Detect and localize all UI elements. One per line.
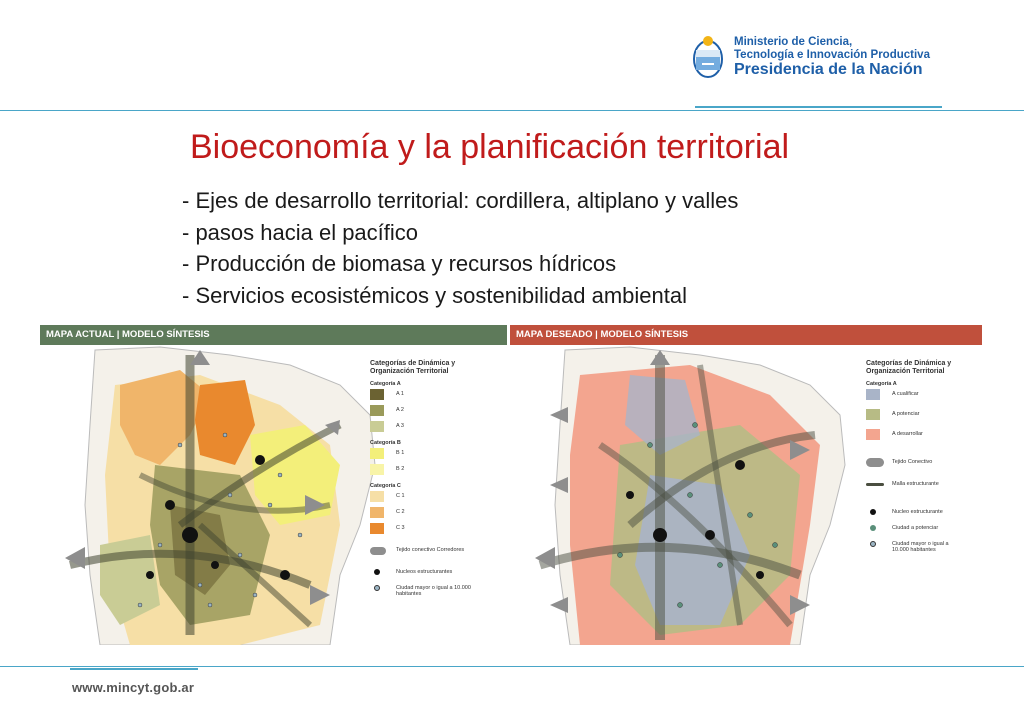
footer-divider — [0, 666, 1024, 667]
legend-item: C 1 — [370, 489, 500, 505]
legend-category: Categoría A — [866, 381, 897, 387]
legend-swatch — [370, 389, 384, 400]
legend-category: Categoría A — [370, 381, 401, 387]
legend-item: Ciudad mayor o igual a 10.000 habitantes — [370, 581, 500, 601]
legend-item: C 3 — [370, 521, 500, 537]
bullet-list — [182, 185, 738, 311]
structuring-node-icon — [870, 509, 876, 515]
legend-item: Malla estructurante — [866, 477, 978, 499]
legend-title: Categorías de Dinámica y Organización Territorial — [370, 360, 456, 375]
legend-swatch — [866, 429, 880, 440]
legend-swatch — [370, 523, 384, 534]
logo-underline — [695, 106, 942, 108]
logo-line-portfolio: Tecnología e Innovación Productiva — [734, 49, 930, 61]
current-map-title: MAPA ACTUAL | MODELO SÍNTESIS — [46, 329, 210, 340]
legend-item: A cualificar — [866, 387, 978, 407]
structuring-node-icon — [374, 569, 380, 575]
header-divider — [0, 110, 1024, 111]
legend-item: C 2 — [370, 505, 500, 521]
bullet-item: - Servicios ecosistémicos y sostenibilidad ambiental — [182, 282, 687, 308]
legend-item: A 1 — [370, 387, 500, 403]
footer-url: www.mincyt.gob.ar — [72, 680, 195, 695]
current-map-legend — [370, 360, 500, 601]
legend-item: B 1 — [370, 446, 500, 462]
slide-title: Bioeconomía y la planificación territorial — [190, 128, 790, 166]
legend-swatch — [370, 507, 384, 518]
bullet-item: - pasos hacia el pacífico — [182, 219, 419, 245]
logo-line-ministry: Ministerio de Ciencia, — [734, 36, 853, 48]
city-icon — [870, 541, 876, 547]
legend-swatch — [370, 405, 384, 416]
legend-swatch — [370, 448, 384, 459]
desired-map-title: MAPA DESEADO | MODELO SÍNTESIS — [516, 329, 689, 340]
legend-item: Ciudad mayor o igual a 10.000 habitantes — [866, 537, 978, 557]
legend-swatch — [866, 389, 880, 400]
legend-item: A 2 — [370, 403, 500, 419]
footer-accent — [70, 668, 198, 670]
ministry-logo — [690, 32, 950, 88]
legend-category: Categoría C — [370, 483, 401, 489]
legend-swatch — [866, 409, 880, 420]
legend-swatch — [370, 491, 384, 502]
city-to-promote-icon — [870, 525, 876, 531]
connective-tissue-icon — [370, 547, 386, 555]
legend-swatch — [370, 464, 384, 475]
desired-map-legend — [866, 360, 978, 557]
legend-swatch — [370, 421, 384, 432]
legend-item: Tejido Conectivo — [866, 455, 978, 477]
legend-item: A desarrollar — [866, 427, 978, 447]
legend-item: B 2 — [370, 462, 500, 478]
connective-tissue-icon — [866, 458, 884, 467]
legend-item: Tejido conectivo Corredores — [370, 543, 500, 565]
legend-item: A potenciar — [866, 407, 978, 427]
legend-category: Categoría B — [370, 440, 401, 446]
legend-item: Ciudad a potenciar — [866, 521, 978, 537]
logo-line-presidency: Presidencia de la Nación — [734, 61, 923, 78]
desired-map-panel — [510, 325, 982, 645]
legend-item: A 3 — [370, 419, 500, 435]
legend-title: Categorías de Dinámica y Organización Territorial — [866, 360, 952, 375]
bullet-item: - Ejes de desarrollo territorial: cordillera, altiplano y valles — [182, 188, 739, 213]
structuring-mesh-icon — [866, 483, 884, 486]
legend-item: Nucleo estructurante — [866, 505, 978, 521]
legend-item: Nucleos estructurantes — [370, 565, 500, 581]
current-map-panel — [40, 325, 507, 645]
national-seal-icon — [692, 34, 724, 80]
city-icon — [374, 585, 380, 591]
bullet-item: - Producción de biomasa y recursos hídricos — [182, 251, 617, 276]
